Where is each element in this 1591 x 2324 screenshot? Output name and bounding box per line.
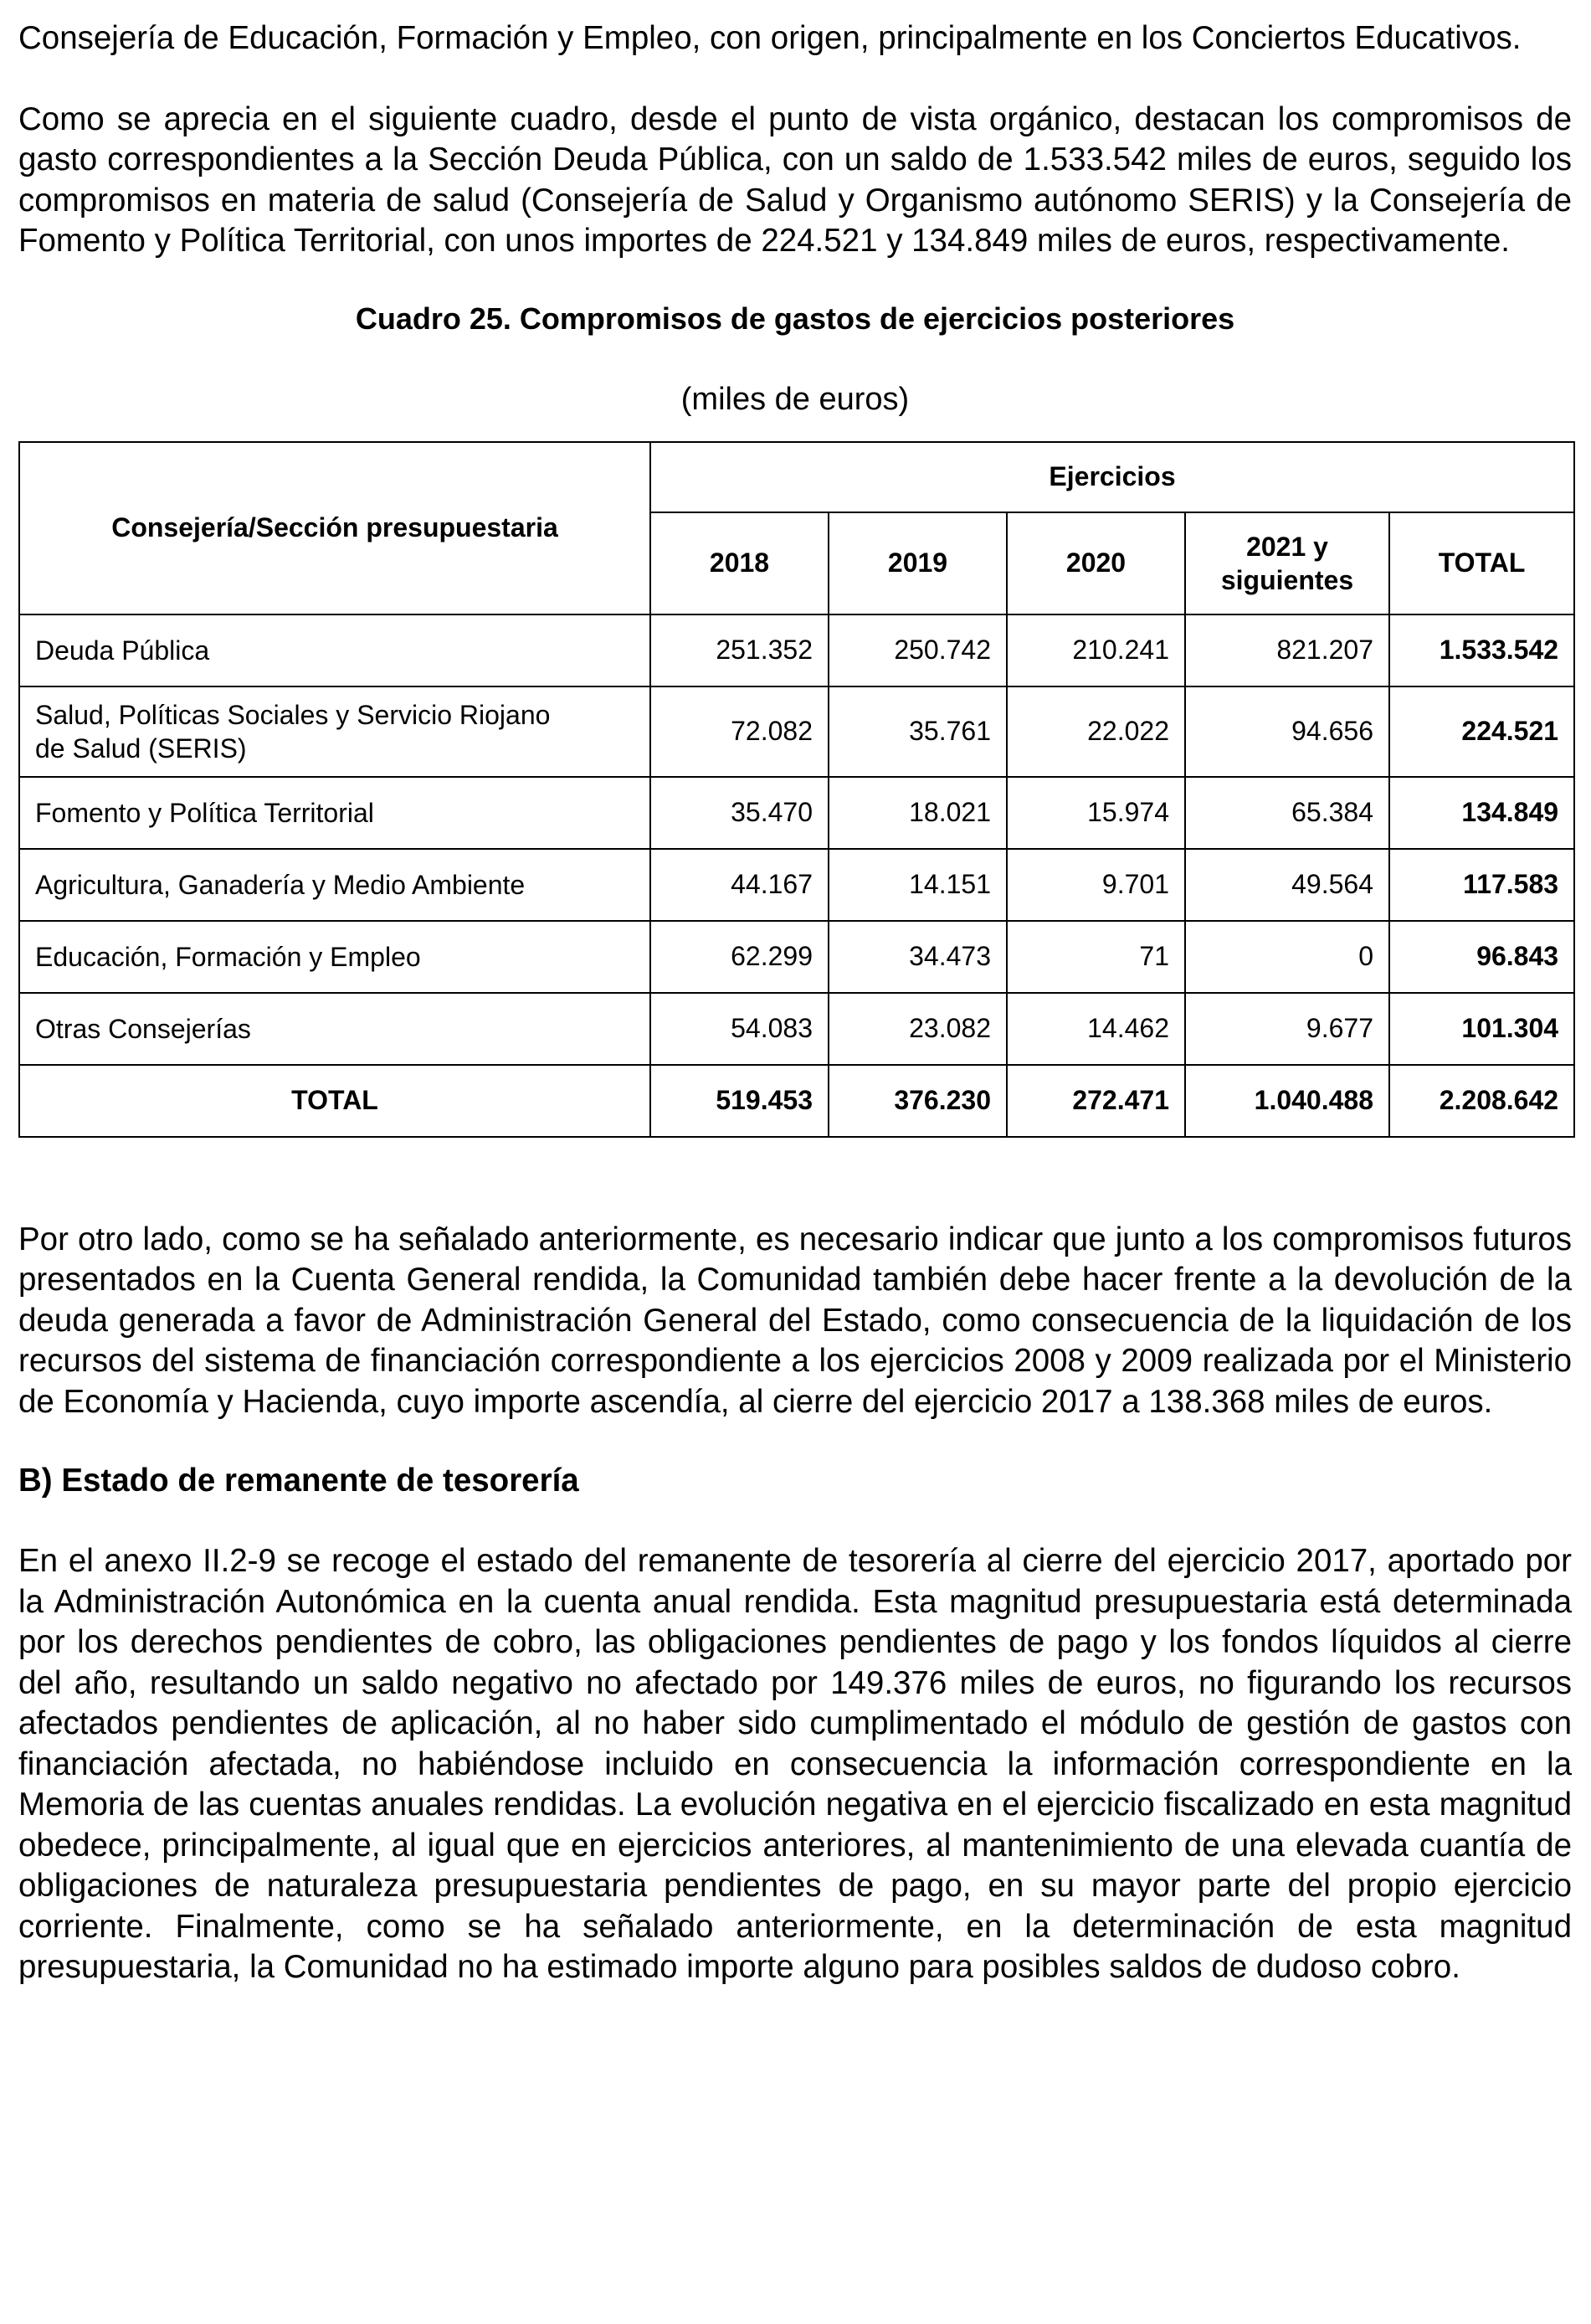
cell-2021: 9.677: [1185, 993, 1389, 1065]
cell-2021: 49.564: [1185, 849, 1389, 921]
table-row: [19, 614, 1574, 686]
cell-2020: 15.974: [1007, 777, 1185, 849]
cell-2021: 94.656: [1185, 686, 1389, 777]
cell-2020: 14.462: [1007, 993, 1185, 1065]
total-grand: 2.208.642: [1389, 1065, 1574, 1137]
cell-2019: 34.473: [829, 921, 1007, 993]
cell-2020: 210.241: [1007, 614, 1185, 686]
cell-2020: 71: [1007, 921, 1185, 993]
cell-2021: 821.207: [1185, 614, 1389, 686]
table-caption: Cuadro 25. Compromisos de gastos de ejercicios posteriores: [355, 301, 1235, 336]
totals-label: TOTAL: [19, 1065, 650, 1137]
total-2019: 376.230: [829, 1065, 1007, 1137]
commitments-table: [18, 441, 1575, 1138]
header-2021-line1: 2021 y: [1246, 531, 1328, 562]
section-b-heading: B) Estado de remanente de tesorería: [18, 1463, 579, 1499]
totals-row: [19, 1065, 1574, 1137]
cell-2019: 23.082: [829, 993, 1007, 1065]
table-row: [19, 777, 1574, 849]
row-label: Agricultura, Ganadería y Medio Ambiente: [19, 849, 650, 921]
total-2018: 519.453: [650, 1065, 829, 1137]
paragraph-debt-return: Por otro lado, como se ha señalado anteriormente, es necesario indicar que junto a los compromisos futuros presentados en la Cuenta General rendida, la Comunidad también debe hacer frente a la devolución de la deuda generada a favor de Administración General del Estado, como consecuencia de la liquidación de los recursos del sistema de financiación correspondiente a los ejercicios 2008 y 2009 realizada por el Ministerio de Economía y Hacienda, cuyo importe ascendía, al cierre del ejercicio 2017 a 138.368 miles de euros.: [18, 1221, 1572, 1420]
row-label: Fomento y Política Territorial: [19, 777, 650, 849]
table-row: [19, 921, 1574, 993]
row-label: Deuda Pública: [19, 614, 650, 686]
table-row: [19, 686, 1574, 777]
cell-total: 117.583: [1389, 849, 1574, 921]
cell-total: 1.533.542: [1389, 614, 1574, 686]
header-ejercicios: Ejercicios: [650, 442, 1574, 512]
cell-2018: 62.299: [650, 921, 829, 993]
table-row: [19, 849, 1574, 921]
header-2020: 2020: [1007, 512, 1185, 614]
paragraph-intro-continuation: Consejería de Educación, Formación y Empleo, con origen, principalmente en los Conciertos Educativos.: [18, 20, 1522, 56]
cell-2019: 14.151: [829, 849, 1007, 921]
header-total: TOTAL: [1389, 512, 1574, 614]
row-label-line2: de Salud (SERIS): [35, 733, 247, 764]
row-label: [19, 686, 650, 777]
row-label: Otras Consejerías: [19, 993, 650, 1065]
cell-2021: 65.384: [1185, 777, 1389, 849]
header-2021-line2: siguientes: [1220, 564, 1354, 595]
header-2019: 2019: [829, 512, 1007, 614]
row-label: Educación, Formación y Empleo: [19, 921, 650, 993]
cell-2018: 54.083: [650, 993, 829, 1065]
total-2020: 272.471: [1007, 1065, 1185, 1137]
total-2021: 1.040.488: [1185, 1065, 1389, 1137]
header-2018: 2018: [650, 512, 829, 614]
cell-2018: 251.352: [650, 614, 829, 686]
row-label-line1: Salud, Políticas Sociales y Servicio Riojano: [35, 699, 551, 730]
cell-2018: 35.470: [650, 777, 829, 849]
paragraph-organic-view: Como se aprecia en el siguiente cuadro, desde el punto de vista orgánico, destacan los compromisos de gasto correspondientes a la Sección Deuda Pública, con un saldo de 1.533.542 miles de euros, seguido los compromisos en materia de salud (Consejería de Salud y Organismo autónomo SERIS) y la Consejería de Fomento y Política Territorial, con unos importes de 224.521 y 134.849 miles de euros, respectivamente.: [18, 100, 1572, 259]
paragraph-treasury-remnant: En el anexo II.2-9 se recoge el estado del remanente de tesorería al cierre del ejercicio 2017, aportado por la Administración Autonómica en la cuenta anual rendida. Esta magnitud presupuestaria está determinada por los derechos pendientes de cobro, las obligaciones pendientes de pago y los fondos líquidos al cierre del año, resultando un saldo negativo no afectado por 149.376 miles de euros, no figurando los recursos afectados pendientes de aplicación, al no haber sido cumplimentado el módulo de gestión de gastos con financiación afectada, no habiéndose incluido en consecuencia la información correspondiente en la Memoria de las cuentas anuales rendidas. La evolución negativa en el ejercicio fiscalizado en esta magnitud obedece, principalmente, al igual que en ejercicios anteriores, al mantenimiento de una elevada cuantía de obligaciones de naturaleza presupuestaria pendientes de pago, en su mayor parte del propio ejercicio corriente. Finalmente, como se ha señalado anteriormente, en la determinación de esta magnitud presupuestaria, la Comunidad no ha estimado importe alguno para posibles saldos de dudoso cobro.: [18, 1543, 1572, 1985]
header-row-label: Consejería/Sección presupuestaria: [19, 442, 650, 614]
cell-2018: 72.082: [650, 686, 829, 777]
cell-total: 96.843: [1389, 921, 1574, 993]
cell-2019: 250.742: [829, 614, 1007, 686]
cell-2021: 0: [1185, 921, 1389, 993]
cell-2019: 18.021: [829, 777, 1007, 849]
table-row: [19, 993, 1574, 1065]
header-2021-siguientes: [1185, 512, 1389, 614]
document-page: [18, 18, 1572, 1988]
cell-total: 224.521: [1389, 686, 1574, 777]
cell-total: 134.849: [1389, 777, 1574, 849]
cell-total: 101.304: [1389, 993, 1574, 1065]
cell-2018: 44.167: [650, 849, 829, 921]
cell-2020: 9.701: [1007, 849, 1185, 921]
table-units: (miles de euros): [680, 381, 910, 417]
cell-2020: 22.022: [1007, 686, 1185, 777]
cell-2019: 35.761: [829, 686, 1007, 777]
